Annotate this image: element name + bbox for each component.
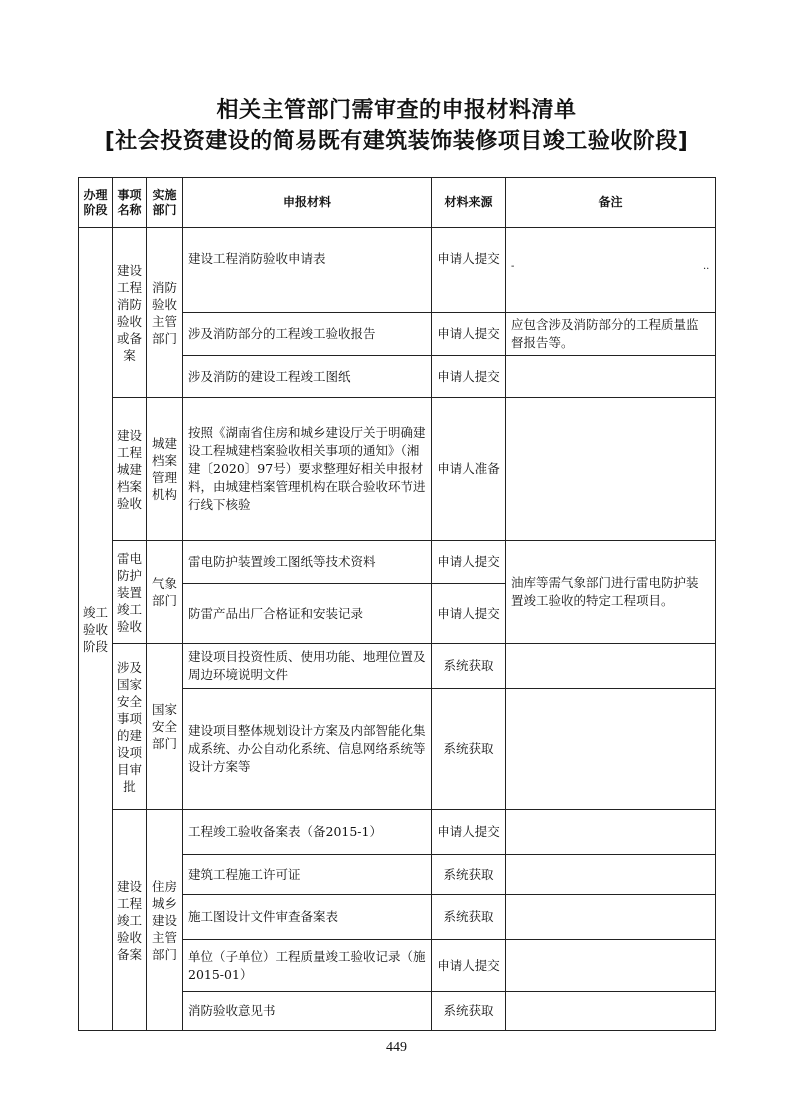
material-cell: 建设项目整体规划设计方案及内部智能化集成系统、办公自动化系统、信息网络系统等设计方案等	[183, 689, 432, 810]
note-cell	[506, 895, 716, 940]
note-cell	[506, 992, 716, 1031]
table-row	[79, 810, 716, 855]
note-cell: 应包含涉及消防部分的工程质量监督报告等。	[506, 313, 716, 356]
item-cell: 雷电防护装置竣工验收	[113, 541, 147, 644]
note-cell: 油库等需气象部门进行雷电防护装置竣工验收的特定工程项目。	[506, 541, 716, 644]
note-cell	[506, 855, 716, 895]
dept-cell: 国家安全部门	[147, 644, 183, 810]
header-material: 申报材料	[183, 178, 432, 228]
dept-cell: 气象部门	[147, 541, 183, 644]
item-cell: 涉及国家安全事项的建设项目审批	[113, 644, 147, 810]
source-cell: 系统获取	[432, 689, 506, 810]
source-cell: 系统获取	[432, 644, 506, 689]
table-row	[79, 398, 716, 541]
note-cell	[506, 689, 716, 810]
table-header-row	[79, 178, 716, 228]
material-cell: 建筑工程施工许可证	[183, 855, 432, 895]
note-cell: - ..	[506, 228, 716, 313]
source-cell: 申请人准备	[432, 398, 506, 541]
material-cell: 单位（子单位）工程质量竣工验收记录（施2015-01）	[183, 940, 432, 992]
source-cell: 申请人提交	[432, 313, 506, 356]
stage-cell: 竣工验收阶段	[79, 228, 113, 1031]
table-row	[79, 644, 716, 689]
item-cell: 建设工程竣工验收备案	[113, 810, 147, 1031]
header-dept: 实施部门	[147, 178, 183, 228]
source-cell: 系统获取	[432, 895, 506, 940]
source-cell: 系统获取	[432, 992, 506, 1031]
source-cell: 申请人提交	[432, 541, 506, 584]
note-cell	[506, 644, 716, 689]
source-cell: 申请人提交	[432, 940, 506, 992]
document-title: 相关主管部门需审查的申报材料清单	[216, 98, 577, 123]
material-cell: 按照《湖南省住房和城乡建设厅关于明确建设工程城建档案验收相关事项的通知》（湘建〔2020〕97号）要求整理好相关申报材料，由城建档案管理机构在联合验收环节进行线下核验	[183, 398, 432, 541]
source-cell: 申请人提交	[432, 228, 506, 313]
material-cell: 涉及消防的建设工程竣工图纸	[183, 356, 432, 398]
item-cell: 建设工程消防验收或备案	[113, 228, 147, 398]
note-cell	[506, 810, 716, 855]
header-source: 材料来源	[432, 178, 506, 228]
item-cell: 建设工程城建档案验收	[113, 398, 147, 541]
source-cell: 申请人提交	[432, 810, 506, 855]
material-cell: 防雷产品出厂合格证和安装记录	[183, 584, 432, 644]
dept-cell: 城建档案管理机构	[147, 398, 183, 541]
header-item: 事项名称	[113, 178, 147, 228]
header-stage: 办理阶段	[79, 178, 113, 228]
note-cell	[506, 356, 716, 398]
header-note: 备注	[506, 178, 716, 228]
document-subtitle: [社会投资建设的简易既有建筑装饰装修项目竣工验收阶段]	[104, 129, 689, 154]
source-cell: 系统获取	[432, 855, 506, 895]
note-cell	[506, 398, 716, 541]
material-cell: 工程竣工验收备案表（备2015-1）	[183, 810, 432, 855]
material-cell: 涉及消防部分的工程竣工验收报告	[183, 313, 432, 356]
material-cell: 消防验收意见书	[183, 992, 432, 1031]
materials-table	[78, 177, 716, 1031]
note-cell	[506, 940, 716, 992]
material-cell: 建设工程消防验收申请表	[183, 228, 432, 313]
material-cell: 施工图设计文件审查备案表	[183, 895, 432, 940]
dept-cell: 消防验收主管部门	[147, 228, 183, 398]
material-cell: 建设项目投资性质、使用功能、地理位置及周边环境说明文件	[183, 644, 432, 689]
page-number: 449	[386, 1040, 407, 1055]
table-row	[79, 541, 716, 584]
table-row	[79, 228, 716, 313]
source-cell: 申请人提交	[432, 584, 506, 644]
material-cell: 雷电防护装置竣工图纸等技术资料	[183, 541, 432, 584]
dept-cell: 住房城乡建设主管部门	[147, 810, 183, 1031]
source-cell: 申请人提交	[432, 356, 506, 398]
